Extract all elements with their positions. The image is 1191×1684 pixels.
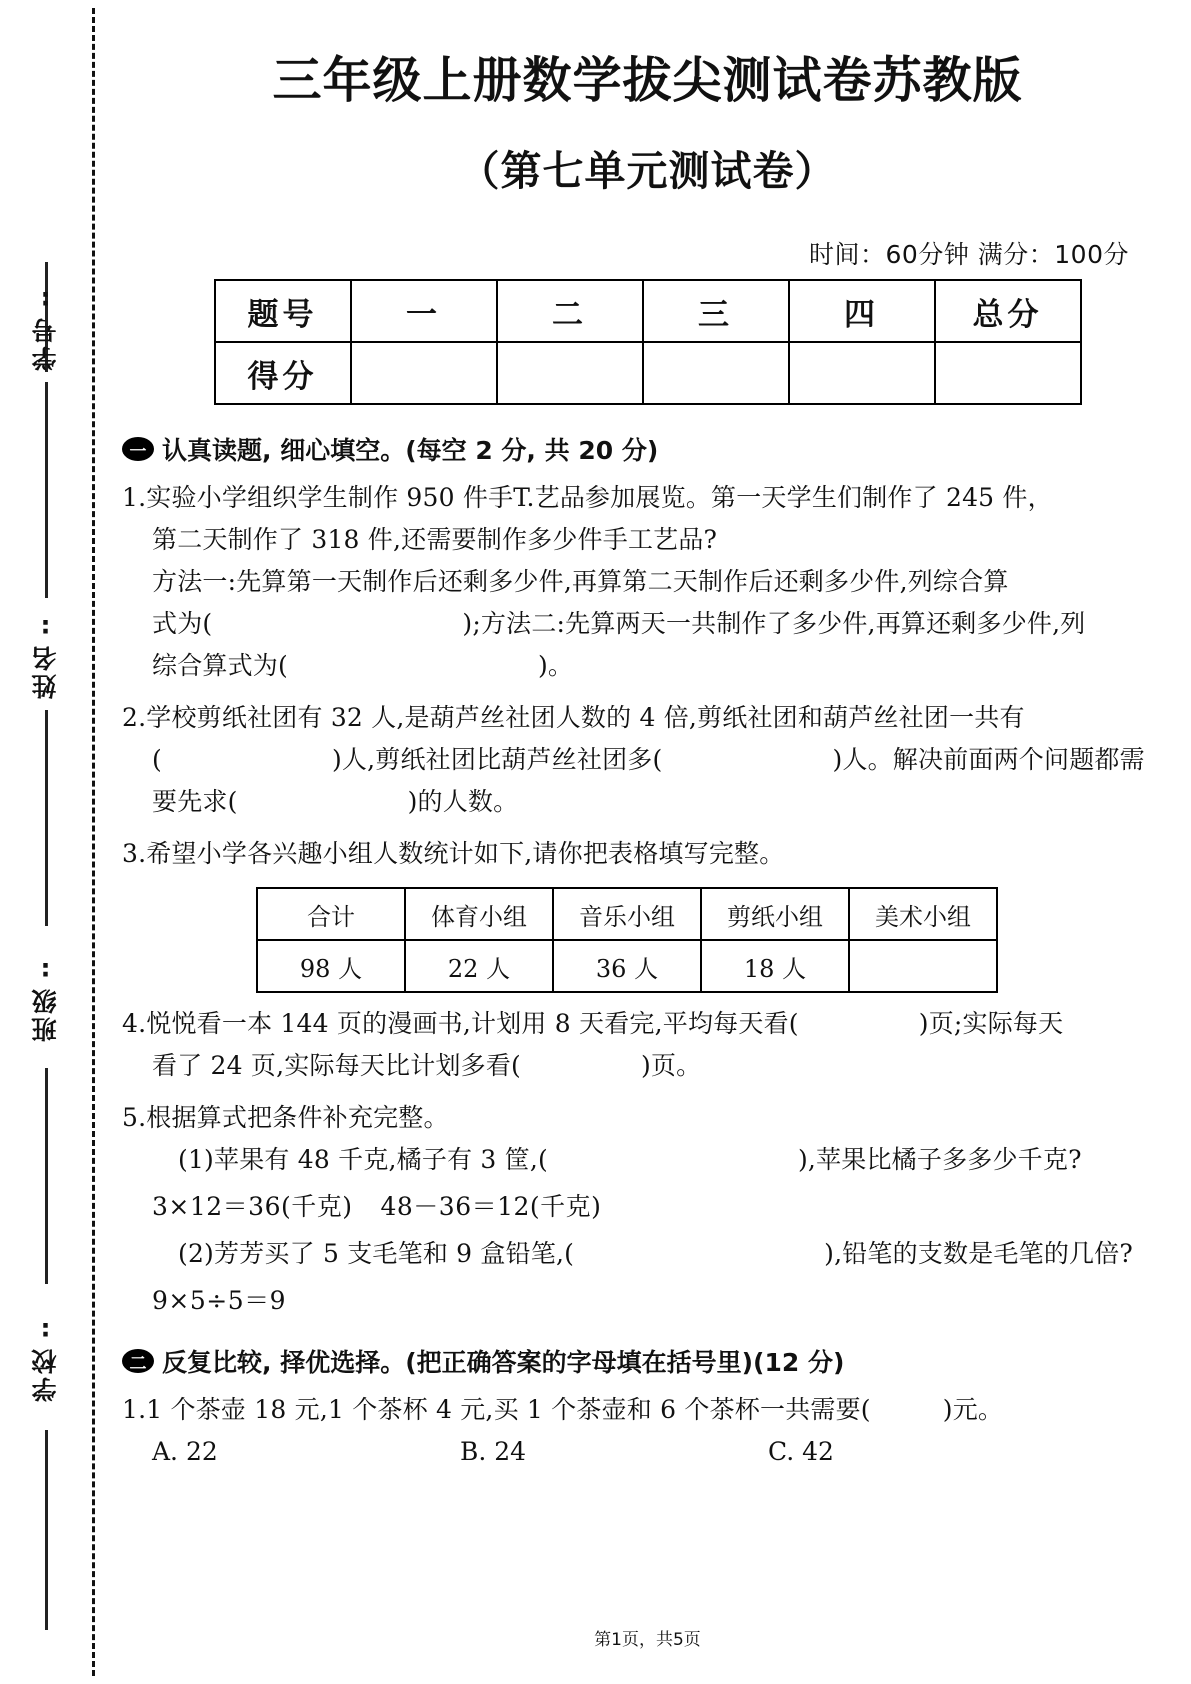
question-number: 1. <box>122 1395 147 1424</box>
score-cell-total[interactable] <box>935 342 1081 404</box>
sidebar-rule <box>45 1068 48 1284</box>
stats-value-art[interactable] <box>849 940 997 992</box>
question-text: 综合算式为( <box>152 651 288 680</box>
sidebar-field-name[interactable] <box>0 600 92 710</box>
equation: 3×12＝36(千克) <box>152 1192 353 1221</box>
score-table-col-4: 四 <box>789 280 935 342</box>
interest-group-statistics-table <box>256 887 998 993</box>
question-text: 式为( <box>152 609 213 638</box>
question-2-1-options <box>152 1437 1191 1466</box>
stats-value-papercut: 18 人 <box>701 940 849 992</box>
page-subtitle: （第七单元测试卷） <box>458 147 837 195</box>
question-text: 看了 24 页,实际每天比计划多看( <box>152 1051 522 1080</box>
equation: 48－36＝12(千克) <box>380 1192 602 1221</box>
sidebar-field-label: 姓名: <box>31 611 60 699</box>
score-cell-2[interactable] <box>497 342 643 404</box>
question-text: )。 <box>537 651 574 680</box>
stats-header-art: 美术小组 <box>849 888 997 940</box>
sidebar-rule <box>45 1430 48 1630</box>
question-1-4 <box>122 1003 1191 1087</box>
score-cell-4[interactable] <box>789 342 935 404</box>
score-table-wrapper <box>214 279 1082 405</box>
question-text: )页;实际每天 <box>918 1009 1064 1038</box>
sidebar-field-class[interactable] <box>0 928 92 1068</box>
section-heading-text-1: 认真读题, 细心填空。(每空 2 分, 共 20 分) <box>162 436 659 465</box>
question-number: 3. <box>122 839 147 868</box>
option-a[interactable]: A. 22 <box>152 1437 218 1466</box>
section-marker-2: 二 <box>122 1349 154 1373</box>
student-info-fields <box>0 0 92 1684</box>
sidebar-rule <box>45 382 48 598</box>
score-table-col-3: 三 <box>643 280 789 342</box>
question-text: 1 个茶壶 18 元,1 个茶杯 4 元,买 1 个茶壶和 6 个茶杯一共需要( <box>146 1395 871 1424</box>
table-row <box>257 940 997 992</box>
section-heading-2 <box>122 1343 1191 1379</box>
dashed-binding-line <box>92 8 95 1676</box>
question-text: 希望小学各兴趣小组人数统计如下,请你把表格填写完整。 <box>146 839 785 868</box>
sidebar-field-student-number[interactable] <box>0 272 92 382</box>
stats-value-music: 36 人 <box>553 940 701 992</box>
sidebar-field-school[interactable] <box>0 1288 92 1428</box>
question-text: 学校剪纸社团有 32 人,是葫芦丝社团人数的 4 倍,剪纸社团和葫芦丝社团一共有 <box>146 703 1025 732</box>
question-1-5-sub2 <box>122 1233 1191 1275</box>
sidebar-field-label: 学号: <box>31 283 60 371</box>
question-1-5 <box>122 1097 1191 1181</box>
question-number: 2. <box>122 703 147 732</box>
question-number: 5. <box>122 1103 147 1132</box>
stats-header-total: 合计 <box>257 888 405 940</box>
stats-header-music: 音乐小组 <box>553 888 701 940</box>
question-text: (2)芳芳买了 5 支毛笔和 9 盒铅笔,( <box>178 1239 575 1268</box>
question-text: );方法二:先算两天一共制作了多少件,再算还剩多少件,列 <box>462 609 1086 638</box>
section-heading-1 <box>122 431 1191 467</box>
score-table <box>214 279 1082 405</box>
question-number: 4. <box>122 1009 147 1038</box>
score-table-col-1: 一 <box>351 280 497 342</box>
table-row <box>215 342 1081 404</box>
sidebar-field-label: 班级: <box>31 954 60 1042</box>
exam-meta-info: 时间：60分钟 满分：100分 <box>809 240 1129 269</box>
question-1-5-equations-2 <box>152 1281 1191 1317</box>
question-1-5-equations-1 <box>152 1187 1191 1223</box>
question-number: 1. <box>122 483 147 512</box>
exam-page <box>104 0 1191 1684</box>
option-c[interactable]: C. 42 <box>768 1437 834 1466</box>
question-2-1 <box>122 1389 1191 1431</box>
question-1-3 <box>122 833 1191 875</box>
section-marker-1: 一 <box>122 437 154 461</box>
question-text: ( <box>152 745 162 774</box>
question-1-1 <box>122 477 1191 687</box>
question-text: )的人数。 <box>407 787 519 816</box>
question-text: )元。 <box>942 1395 1004 1424</box>
question-text: 根据算式把条件补充完整。 <box>146 1103 449 1132</box>
question-text: )页。 <box>641 1051 702 1080</box>
stats-header-papercut: 剪纸小组 <box>701 888 849 940</box>
sidebar-field-label: 学校: <box>31 1314 60 1402</box>
stats-value-sports: 22 人 <box>405 940 553 992</box>
statistics-table-wrapper <box>256 887 998 993</box>
question-1-2 <box>122 697 1191 823</box>
section-heading-text-2: 反复比较, 择优选择。(把正确答案的字母填在括号里)(12 分) <box>162 1348 845 1377</box>
question-text: 悦悦看一本 144 页的漫画书,计划用 8 天看完,平均每天看( <box>146 1009 799 1038</box>
stats-header-sports: 体育小组 <box>405 888 553 940</box>
score-table-row-label: 题号 <box>215 280 351 342</box>
question-text: 实验小学组织学生制作 950 件手T.艺品参加展览。第一天学生们制作了 245 件， <box>146 483 1053 512</box>
score-cell-3[interactable] <box>643 342 789 404</box>
score-table-row-label: 得分 <box>215 342 351 404</box>
binding-sidebar <box>0 0 104 1684</box>
question-text: 方法一:先算第一天制作后还剩多少件,再算第二天制作后还剩多少件,列综合算 <box>152 567 1009 596</box>
option-b[interactable]: B. 24 <box>460 1437 527 1466</box>
stats-value-total: 98 人 <box>257 940 405 992</box>
score-table-col-total: 总分 <box>935 280 1081 342</box>
table-row <box>257 888 997 940</box>
question-text: )人。解决前面两个问题都需 <box>832 745 1145 774</box>
question-text: 要先求( <box>152 787 238 816</box>
sidebar-rule <box>45 710 48 926</box>
question-text: )人,剪纸社团比葫芦丝社团多( <box>331 745 663 774</box>
score-cell-1[interactable] <box>351 342 497 404</box>
question-text: (1)苹果有 48 千克,橘子有 3 筐,( <box>178 1145 548 1174</box>
question-text: ),铅笔的支数是毛笔的几倍? <box>824 1239 1134 1268</box>
equation: 9×5÷5＝9 <box>152 1286 287 1315</box>
page-title: 三年级上册数学拔尖测试卷苏教版 <box>272 52 1023 109</box>
question-text: 第二天制作了 318 件,还需要制作多少件手工艺品? <box>152 525 718 554</box>
page-footer: 第1页，共5页 <box>594 1630 701 1650</box>
table-row <box>215 280 1081 342</box>
score-table-col-2: 二 <box>497 280 643 342</box>
question-text: ),苹果比橘子多多少千克? <box>797 1145 1082 1174</box>
